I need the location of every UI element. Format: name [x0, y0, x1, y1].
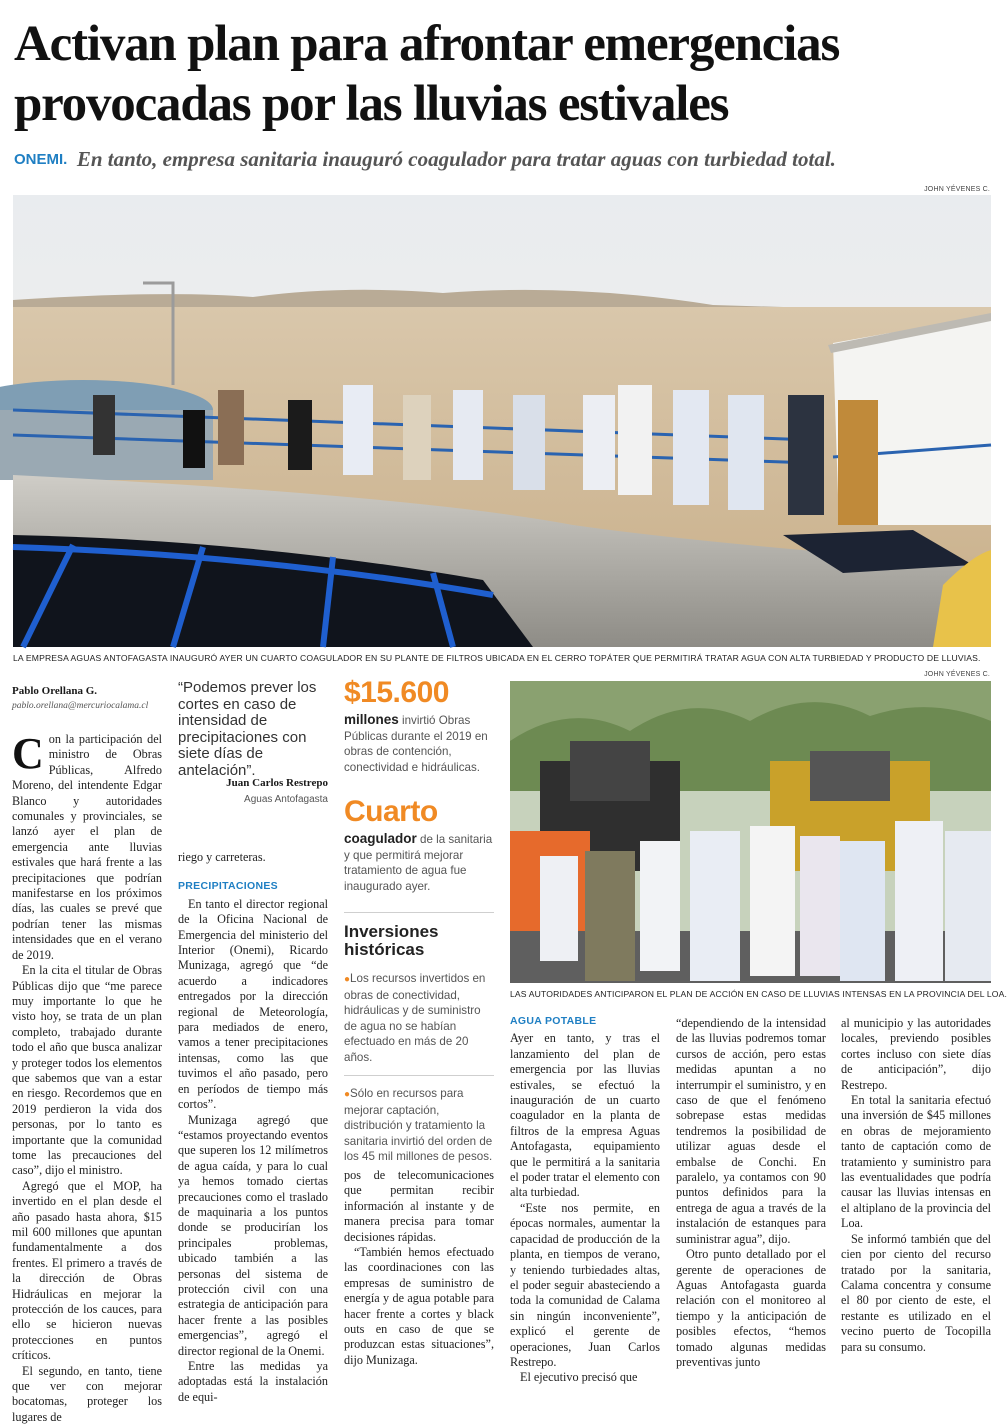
bullet-text: Los recursos invertidos en obras de conectividad, hidráulicas y de suministro de agua no se habían efectuado en más de 20 años. [344, 972, 486, 1064]
section-head-precipitaciones: PRECIPITACIONES [178, 880, 278, 893]
paragraph: “Este nos permite, en épocas normales, aumentar la capacidad de producción de la planta, en tiempos de verano, y teniendo turbiedades altas, el poder seguir abasteciendo a toda la comunidad de Calama sin ningún inconveniente”, explicó el gerente de operaciones, Juan Carlos Restrepo. [510, 1200, 660, 1369]
lead-paragraph [12, 729, 162, 963]
authorities-illustration [510, 681, 991, 983]
section-tag: ONEMI. [14, 151, 68, 168]
article-column-1 [12, 729, 162, 1424]
bullet-item [344, 1086, 494, 1165]
inversiones-title-line-2: históricas [344, 940, 425, 959]
photo-credit-2: JOHN YÉVENES C. [924, 671, 990, 678]
lead-text: on la participación del ministro de Obras Públicas, Alfredo Moreno, del intendente Edgar Blanco y autoridades comunales y provinciales, se lanzó ayer el plan de emergencia ante lluvias estivales que hará frente a las precipitaciones que podrían manifestarse en los próximos días, las cuales se prevé que podrían tener las mismas intensidades que en el verano de 2019. [12, 732, 162, 962]
bullet-icon: ● [344, 1089, 351, 1100]
fact-box [344, 678, 494, 1165]
photo-credit: JOHN YÉVENES C. [924, 186, 990, 193]
article-column-2 [178, 850, 328, 1404]
drop-cap: C [12, 729, 44, 778]
figure-coagulator: Cuarto [344, 795, 438, 828]
main-photo [13, 195, 991, 647]
headline-line-1: Activan plan para afrontar emergencias [14, 16, 840, 72]
figure-amount: $15.600 [344, 676, 449, 709]
figure-coagulator-description [344, 831, 494, 894]
headline [14, 14, 989, 134]
quote-org: Aguas Antofagasta [244, 794, 328, 805]
figure-coagulator-unit: coagulador [344, 831, 417, 846]
inversiones-title-line-1: Inversiones [344, 922, 439, 941]
subheadline [14, 146, 989, 172]
secondary-photo [510, 681, 991, 983]
section-head-agua-potable: AGUA POTABLE [510, 1015, 597, 1027]
inversiones-title [344, 923, 494, 959]
pull-quote: “Podemos prever los cortes en caso de intensidad de precipitaciones con siete días de antelación”. [178, 679, 317, 779]
paragraph: pos de telecomunicaciones que permitan recibir información al instante y de manera precisa para tomar decisiones rápidas. [344, 1168, 494, 1244]
paragraph: al municipio y las autoridades locales, previendo posibles cortes incluso con siete días de anticipación”, dijo Restrepo. [841, 1016, 991, 1092]
water-plant-illustration [13, 195, 991, 647]
paragraph: Otro punto detallado por el gerente de operaciones de Aguas Antofagasta guarda relación con el monitoreo al tiempo y la anticipación de posibles efectos, “hemos tomado algunas medidas preventivas junto [676, 1247, 826, 1369]
paragraph: Ayer en tanto, y tras el lanzamiento del plan de emergencia por las lluvias estivales, se efectuó la inauguración de un cuarto coagulador en la planta de filtros de la empresa Aguas Antofagasta, equipamiento que le permitirá a la sanitaria el poder tratar el elemento con alta turbiedad. [510, 1031, 660, 1200]
paragraph: En total la sanitaria efectuó una inversión de $45 millones en obras de mejoramiento tanto de captación como de tratamiento y suministro para las eventualidades que podría causar las lluvias intensas en el altiplano de la provincia del Loa. [841, 1093, 991, 1231]
byline-author: Pablo Orellana G. [12, 685, 98, 697]
article-column-6 [841, 1016, 991, 1354]
figure-description [344, 712, 494, 775]
deck-text: En tanto, empresa sanitaria inauguró coagulador para tratar aguas con turbiedad total. [76, 147, 836, 171]
divider [344, 912, 494, 913]
photo-caption-2: LAS AUTORIDADES ANTICIPARON EL PLAN DE ACCIÓN EN CASO DE LLUVIAS INTENSAS EN LA PROVINCIA DEL LOA. [510, 989, 1007, 999]
paragraph: En la cita el titular de Obras Públicas dijo que “me parece muy importante lo que he visto hoy, se trata de un plan completo, trabajado durante todo el año que busca analizar y proteger todos los elementos que sabemos que van a estar en riesgo. Recordemos que en 2019 perdieron la vida dos personas, por lo tanto es importante que la comunidad tome las precauciones del caso”, dijo el ministro. [12, 963, 162, 1178]
article-column-4 [510, 1014, 660, 1385]
quote-author: Juan Carlos Restrepo [226, 777, 328, 789]
photo-caption-1: LA EMPRESA AGUAS ANTOFAGASTA INAUGURÓ AYER UN CUARTO COAGULADOR EN SU PLANTE DE FILTROS UBICADA EN EL CERRO TOPÁTER QUE PERMITIRÁ TRATAR AGUA CON ALTA TURBIEDAD Y PRODUCTO DE LLUVIAS. [13, 653, 981, 663]
bullet-text: Sólo en recursos para mejorar captación, distribución y tratamiento la sanitaria invirtió del orden de los 45 mil millones de pesos. [344, 1087, 493, 1163]
bullet-item [344, 971, 494, 1065]
paragraph: “También hemos efectuado las coordinaciones con las empresas de suministro de energía y de agua potable para hacer frente a cortes y black outs en caso de que se produzcan estas situaciones”, dijo Munizaga. [344, 1245, 494, 1367]
paragraph: Agregó que el MOP, ha invertido en el plan desde el año pasado hasta ahora, $15 mil 600 millones que apuntan fundamentalmente a dos frentes. El primero a través de la dirección de Obras Hidráulicas en mejorar la protección de los cauces, para ello se hicieron nuevas protecciones en puntos críticos. [12, 1178, 162, 1363]
divider [344, 1075, 494, 1076]
headline-line-2: provocadas por las lluvias estivales [14, 76, 729, 132]
figure-coagulator-text: de la sanitaria y que permitirá mejorar tratamiento de agua fue inaugurado ayer. [344, 833, 493, 893]
paragraph: “dependiendo de la intensidad de las lluvias podremos tomar cursos de acción, pero estas medidas apuntan a no interrumpir el suministro, y en caso de que el fenómeno sobrepase estas medidas tendremos la posibilidad de utilizar aguas desde el embalse de Conchi. En paralelo, ya contamos con 90 puntos definidos para la entrega de agua a través de la instalación de estanques para suministrar agua”, dijo. [676, 1016, 826, 1246]
bullet-icon: ● [344, 974, 351, 985]
paragraph: Se informó también que del cien por ciento del recurso tratado por la sanitaria, Calama concentra y consume el 80 por ciento de este, el restante es utilizado en el vecino puerto de Tocopilla para su consumo. [841, 1231, 991, 1354]
paragraph: En tanto el director regional de la Oficina Nacional de Emergencia del ministerio del Interior (Onemi), Ricardo Munizaga, agregó que “de acuerdo a indicadores entregados por la dirección regional de Meteorología, para mediados de enero, vamos a tener precipitaciones intensas, como las que tuvimos el año pasado, pero en períodos de tiempo más cortos”. [178, 896, 328, 1112]
paragraph: El ejecutivo precisó que [520, 1370, 638, 1385]
paragraph: riego y carreteras. [178, 850, 266, 864]
paragraph: Entre las medidas ya adoptadas está la instalación de equi- [178, 1359, 328, 1404]
paragraph: El segundo, en tanto, tiene que ver con mejorar bocatomas, proteger los lugares de [12, 1363, 162, 1424]
byline-email: pablo.orellana@mercuriocalama.cl [12, 701, 149, 711]
paragraph: Munizaga agregó que “estamos proyectando eventos que superen los 12 milímetros de agua caída, y para lo cual ya hemos tomado ciertas precauciones como el traslado de maquinaria a los puntos donde se producirían los principales problemas, ubicado también a las personas del sistema de protección civil con una estrategia de anticipación para hacer frente a las posibles emergencias”, agregó el director regional de la Onemi. [178, 1112, 328, 1358]
article-column-5 [676, 1016, 826, 1369]
figure-unit: millones [344, 712, 399, 727]
article-column-3 [344, 1168, 494, 1367]
figure-text: invirtió Obras Públicas durante el 2019 en obras de contención, conectividad e hidráulicas. [344, 714, 488, 774]
